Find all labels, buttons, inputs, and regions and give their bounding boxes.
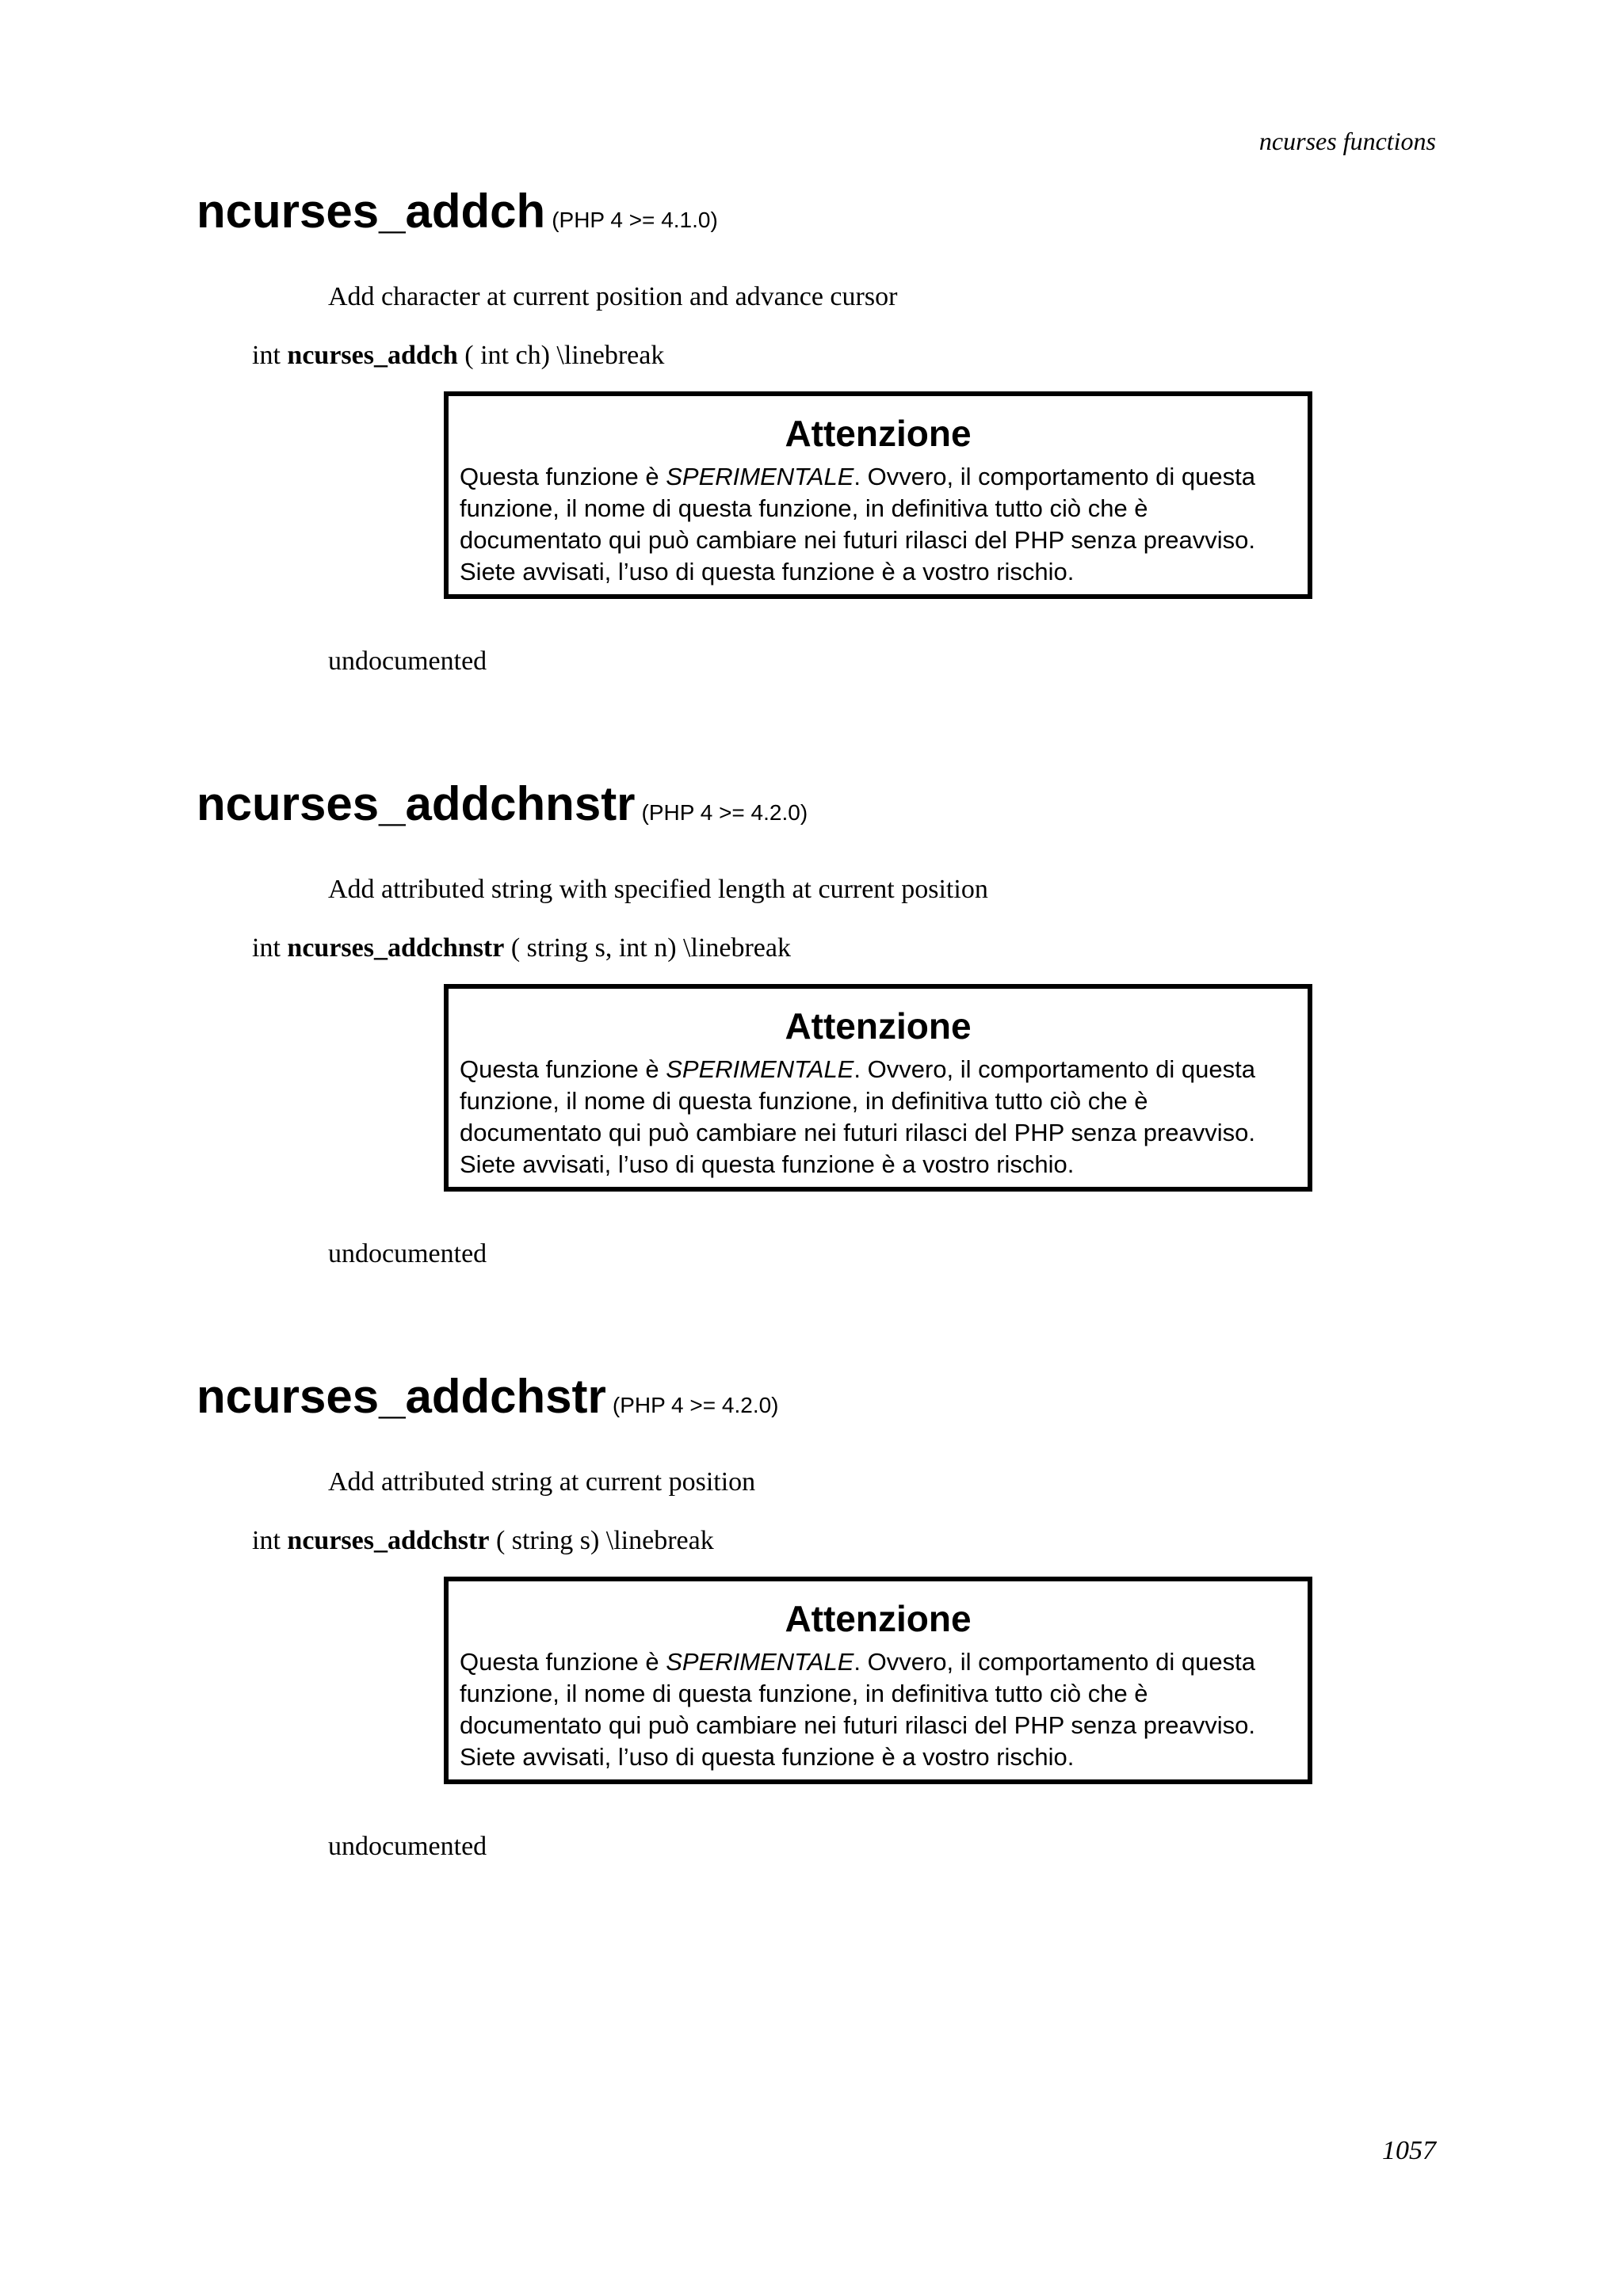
warning-title: Attenzione — [785, 1598, 972, 1639]
running-header: ncurses functions — [1258, 127, 1436, 155]
version-info: (PHP 4 >= 4.2.0) — [641, 800, 808, 825]
function-signature — [252, 341, 664, 371]
function-name: ncurses_addch — [197, 185, 546, 238]
warning-text-before: Questa funzione è — [460, 1648, 659, 1676]
warning-text-before: Questa funzione è — [460, 463, 659, 490]
signature-params: ( string s, int n) \linebreak — [510, 933, 791, 963]
entry-title — [197, 776, 808, 831]
warning-box — [444, 391, 1312, 599]
function-description: Add attributed string at current position — [328, 1467, 756, 1497]
warning-emphasis: SPERIMENTALE — [666, 463, 854, 490]
signature-name: ncurses_addch — [287, 341, 458, 370]
warning-text — [449, 1047, 1308, 1180]
function-entry — [0, 1369, 1623, 1924]
return-type: int — [252, 1526, 281, 1555]
entry-title — [197, 1369, 779, 1424]
entry-title — [197, 184, 718, 238]
page-number: 1057 — [1382, 2136, 1436, 2165]
warning-text-after: . Ovvero, il comportamento di questa funzione, il nome di questa funzione, in definitiva tutto ciò che è documentato qui può cambiare nei futuri rilasci del PHP senza preavviso. Siete avvisati, l’uso di questa funzione è a vostro rischio. — [460, 1055, 1256, 1178]
warning-text-before: Questa funzione è — [460, 1055, 659, 1083]
entry-note: undocumented — [328, 1832, 487, 1861]
function-entry — [0, 776, 1623, 1331]
function-description: Add attributed string with specified length at current position — [328, 875, 988, 904]
warning-text-after: . Ovvero, il comportamento di questa funzione, il nome di questa funzione, in definitiva tutto ciò che è documentato qui può cambiare nei futuri rilasci del PHP senza preavviso. Siete avvisati, l’uso di questa funzione è a vostro rischio. — [460, 463, 1256, 585]
entry-note: undocumented — [328, 1239, 487, 1268]
warning-box — [444, 984, 1312, 1192]
signature-name: ncurses_addchnstr — [287, 933, 505, 963]
warning-text — [449, 1640, 1308, 1773]
entry-note: undocumented — [328, 646, 487, 676]
function-entry — [0, 184, 1623, 738]
warning-emphasis: SPERIMENTALE — [666, 1648, 854, 1676]
version-info: (PHP 4 >= 4.1.0) — [552, 208, 718, 232]
function-description: Add character at current position and advance cursor — [328, 282, 898, 311]
function-name: ncurses_addchstr — [197, 1370, 606, 1423]
signature-params: ( int ch) \linebreak — [464, 341, 665, 370]
warning-title: Attenzione — [785, 413, 972, 454]
warning-text-after: . Ovvero, il comportamento di questa funzione, il nome di questa funzione, in definitiva tutto ciò che è documentato qui può cambiare nei futuri rilasci del PHP senza preavviso. Siete avvisati, l’uso di questa funzione è a vostro rischio. — [460, 1648, 1256, 1771]
function-signature — [252, 1526, 714, 1556]
warning-title: Attenzione — [785, 1005, 972, 1047]
signature-params: ( string s) \linebreak — [495, 1526, 714, 1555]
return-type: int — [252, 341, 281, 370]
function-name: ncurses_addchnstr — [197, 777, 636, 830]
warning-emphasis: SPERIMENTALE — [666, 1055, 854, 1083]
version-info: (PHP 4 >= 4.2.0) — [612, 1393, 779, 1417]
function-signature — [252, 933, 791, 963]
signature-name: ncurses_addchstr — [287, 1526, 490, 1555]
warning-box — [444, 1577, 1312, 1784]
warning-text — [449, 455, 1308, 588]
return-type: int — [252, 933, 281, 963]
